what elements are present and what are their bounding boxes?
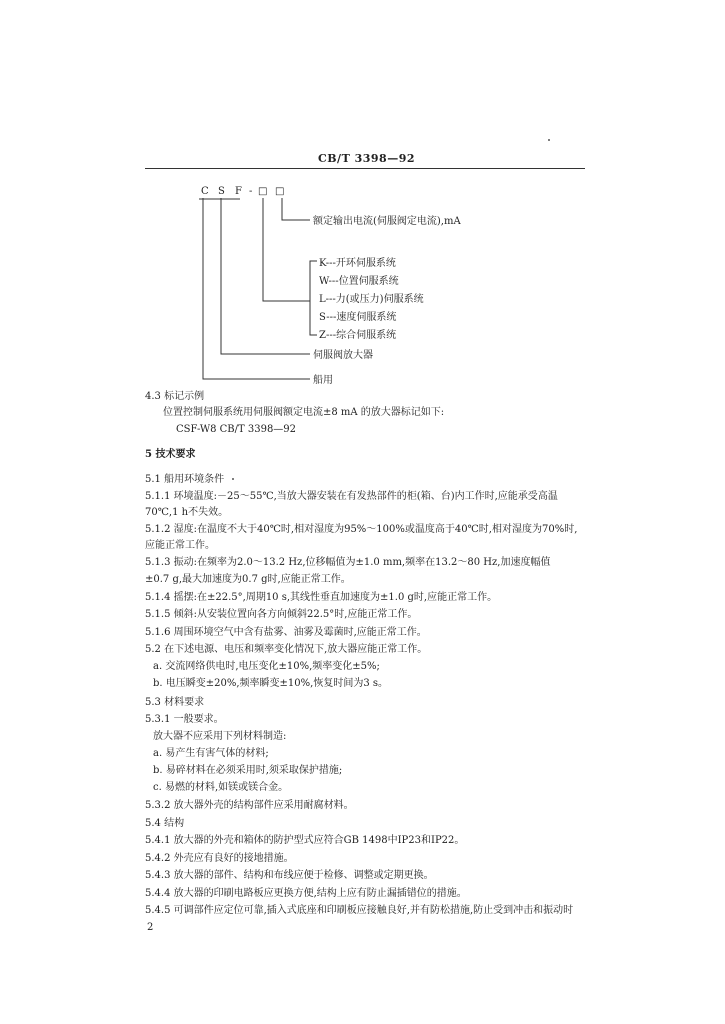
code-box: □: [275, 186, 285, 197]
system-type-s: S---速度伺服系统: [319, 312, 397, 323]
list-item: b. 电压瞬变±20%,频率瞬变±10%,恢复时间为3 s。: [153, 678, 388, 689]
section-5-heading: 5 技术要求: [145, 449, 196, 460]
clause-line: 5.4.5 可调部件应定位可靠,插入式底座和印刷板应接触良好,并有防松措施,防止受到冲击和振动时: [145, 905, 574, 916]
clause-line: 5.4.1 放大器的外壳和箱体的防护型式应符合GB 1498中IP23和IP22。: [145, 835, 465, 846]
page-number: 2: [147, 922, 154, 933]
ship-label: 船用: [313, 375, 333, 386]
clause-line: 5.3.1 一般要求。: [145, 714, 224, 725]
leader-line-rated-current: [282, 198, 310, 220]
clause-line: 5.4.2 外壳应有良好的接地措施。: [145, 853, 294, 864]
leader-line-ship: [203, 198, 310, 379]
system-type-k: K---开环伺服系统: [319, 258, 396, 269]
clause-line: 5.1.1 环境温度:－25～55℃,当放大器安装在有发热部件的柜(箱、台)内工作时,应能承受高温: [145, 491, 558, 502]
code-letter: C: [201, 186, 209, 197]
leader-line-amplifier: [221, 198, 310, 354]
amplifier-label: 伺服阀放大器: [313, 350, 373, 361]
clause-line: 5.4 结构: [145, 818, 185, 829]
clause-line: 5.1.6 周围环境空气中含有盐雾、油雾及霉菌时,应能正常工作。: [145, 627, 427, 638]
list-item: b. 易碎材料在必须采用时,须采取保护措施;: [153, 765, 343, 776]
system-type-bracket: [310, 261, 317, 335]
clause-line: 5.2 在下述电源、电压和频率变化情况下,放大器应能正常工作。: [145, 644, 428, 655]
clause-line: 5.3 材料要求: [145, 697, 205, 708]
code-letter: -: [249, 186, 253, 197]
section-4-3-example: CSF-W8 CB/T 3398—92: [176, 424, 297, 435]
standard-number-header: CB/T 3398—92: [318, 152, 416, 165]
clause-line: ±0.7 g,最大加速度为0.7 g时,应能正常工作。: [145, 574, 351, 585]
list-item: a. 易产生有害气体的材料;: [153, 748, 269, 759]
section-4-3-heading: 4.3 标记示例: [145, 391, 205, 402]
leader-line-system-type: [263, 198, 310, 301]
clause-line: 应能正常工作。: [145, 540, 215, 551]
code-letter: S: [218, 186, 225, 197]
clause-line: 5.1 船用环境条件: [145, 474, 225, 485]
clause-line: 5.1.2 湿度:在温度不大于40℃时,相对湿度为95%～100%或温度高于40℃时,相对湿度为70%时,: [145, 524, 578, 535]
scan-speck: [548, 139, 550, 141]
clause-line: 5.1.4 摇摆:在±22.5°,周期10 s,其线性垂直加速度为±1.0 g时,应能正常工作。: [145, 592, 498, 603]
clause-line: 5.1.5 倾斜:从安装位置向各方向倾斜22.5°时,应能正常工作。: [145, 609, 418, 620]
code-letter: F: [235, 186, 242, 197]
code-box: □: [258, 186, 268, 197]
clause-line: 5.4.3 放大器的部件、结构和布线应便于检修、调整或定期更换。: [145, 870, 434, 881]
clause-line: 5.4.4 放大器的印刷电路板应更换方便,结构上应有防止漏插错位的措施。: [145, 888, 467, 899]
system-type-w: W---位置伺服系统: [319, 276, 399, 287]
scan-speck: [232, 478, 234, 480]
list-item: c. 易燃的材料,如镁或镁合金。: [153, 782, 289, 793]
system-type-l: L---力(或压力)伺服系统: [319, 294, 424, 305]
system-type-z: Z---综合伺服系统: [319, 330, 397, 341]
clause-line: 70℃,1 h不失效。: [145, 507, 229, 518]
clause-line: 5.1.3 振动:在频率为2.0～13.2 Hz,位移幅值为±1.0 mm,频率在13.2～80 Hz,加速度幅值: [145, 557, 551, 568]
rated-current-label: 额定输出电流(伺服阀定电流),mA: [313, 216, 461, 227]
designation-diagram: [0, 0, 725, 400]
list-item: a. 交流网络供电时,电压变化±10%,频率变化±5%;: [153, 661, 380, 672]
clause-line: 5.3.2 放大器外壳的结构部件应采用耐腐材料。: [145, 800, 354, 811]
section-4-3-text: 位置控制伺服系统用伺服阀额定电流±8 mA 的放大器标记如下:: [163, 407, 445, 418]
clause-line: 放大器不应采用下列材料制造:: [153, 731, 287, 742]
